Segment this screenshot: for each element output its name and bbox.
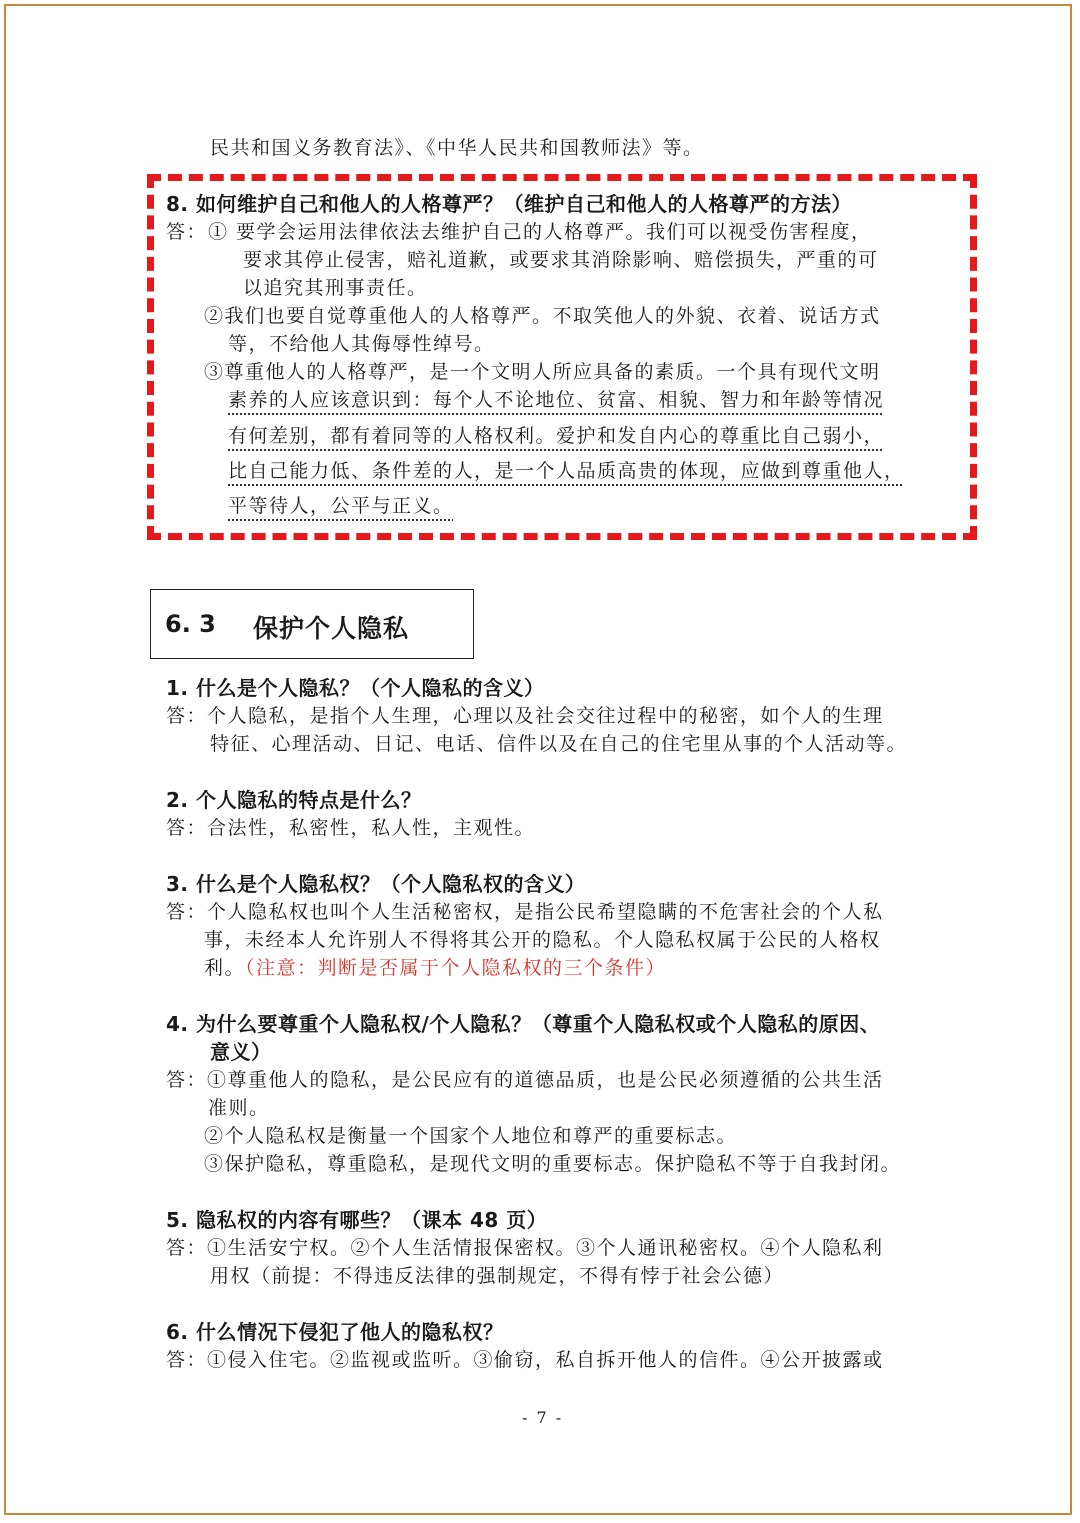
section-heading-box bbox=[150, 589, 474, 659]
continued-text: 民共和国义务教育法》、《中华人民共和国教师法》等。 bbox=[210, 137, 704, 159]
answer-4-line: 答：①尊重他人的隐私，是公民应有的道德品质，也是公民必须遵循的公共生活 bbox=[166, 1069, 884, 1091]
note-text: （注意：判断是否属于个人隐私权的三个条件） bbox=[245, 957, 667, 979]
answer-8-line: 有何差别，都有着同等的人格权利。爱护和发自内心的尊重比自己弱小， bbox=[228, 425, 885, 447]
answer-8-line: 平等待人，公平与正义。 bbox=[228, 495, 454, 517]
answer-3-line: 事，未经本人允许别人不得将其公开的隐私。个人隐私权属于公民的人格权 bbox=[204, 929, 881, 951]
answer-4-line: ③保护隐私，尊重隐私，是现代文明的重要标志。保护隐私不等于自我封闭。 bbox=[204, 1153, 902, 1175]
answer-4-line: 准则。 bbox=[208, 1097, 270, 1119]
answer-8-line: 等，不给他人其侮辱性绰号。 bbox=[228, 333, 495, 355]
answer-3-line: 答：个人隐私权也叫个人生活秘密权，是指公民希望隐瞒的不危害社会的个人私 bbox=[166, 901, 884, 923]
page-number: - 7 - bbox=[522, 1408, 564, 1427]
answer-8-line: 比自己能力低、条件差的人，是一个人品质高贵的体现，应做到尊重他人， bbox=[228, 460, 905, 482]
answer-2-line: 答：合法性，私密性，私人性，主观性。 bbox=[166, 817, 536, 839]
question-4-title-cont: 意义） bbox=[210, 1040, 272, 1064]
answer-1-line: 答：个人隐私，是指个人生理，心理以及社会交往过程中的秘密，如个人的生理 bbox=[166, 705, 884, 727]
question-8-title: 8. 如何维护自己和他人的人格尊严？（维护自己和他人的人格尊严的方法） bbox=[166, 192, 852, 216]
answer-8-line: ②我们也要自觉尊重他人的人格尊严。不取笑他人的外貌、衣着、说话方式 bbox=[204, 305, 881, 327]
answer-prefix: 答： bbox=[166, 221, 208, 243]
section-number: 6. 3 bbox=[165, 610, 216, 638]
answer-5-line: 用权（前提：不得违反法律的强制规定，不得有悖于社会公德） bbox=[210, 1265, 785, 1287]
answer-6-line: 答：①侵入住宅。②监视或监听。③偷窃，私自拆开他人的信件。④公开披露或 bbox=[166, 1349, 884, 1371]
answer-8-line: 素养的人应该意识到：每个人不论地位、贫富、相貌、智力和年龄等情况 bbox=[228, 389, 885, 411]
answer-3-last: 利。 bbox=[204, 957, 246, 979]
answer-8-line: 以追究其刑事责任。 bbox=[243, 277, 428, 299]
answer-4-line: ②个人隐私权是衡量一个国家个人地位和尊严的重要标志。 bbox=[204, 1125, 738, 1147]
answer-8-line: ① 要学会运用法律依法去维护自己的人格尊严。我们可以视受伤害程度， bbox=[208, 221, 872, 243]
question-5-title: 5. 隐私权的内容有哪些？（课本 48 页） bbox=[166, 1208, 548, 1232]
answer-1-line: 特征、心理活动、日记、电话、信件以及在自己的住宅里从事的个人活动等。 bbox=[210, 733, 908, 755]
question-6-title: 6. 什么情况下侵犯了他人的隐私权？ bbox=[166, 1320, 504, 1344]
question-4-title: 4. 为什么要尊重个人隐私权/个人隐私？（尊重个人隐私权或个人隐私的原因、 bbox=[166, 1012, 881, 1036]
question-3-title: 3. 什么是个人隐私权？（个人隐私权的含义） bbox=[166, 872, 586, 896]
question-2-title: 2. 个人隐私的特点是什么？ bbox=[166, 788, 422, 812]
answer-5-line: 答：①生活安宁权。②个人生活情报保密权。③个人通讯秘密权。④个人隐私利 bbox=[166, 1237, 884, 1259]
question-1-title: 1. 什么是个人隐私？（个人隐私的含义） bbox=[166, 676, 545, 700]
section-title: 保护个人隐私 bbox=[253, 614, 410, 643]
answer-3-line bbox=[204, 956, 666, 980]
answer-8-line: ③尊重他人的人格尊严，是一个文明人所应具备的素质。一个具有现代文明 bbox=[204, 361, 881, 383]
answer-8-line: 要求其停止侵害，赔礼道歉，或要求其消除影响、赔偿损失，严重的可 bbox=[243, 249, 879, 271]
